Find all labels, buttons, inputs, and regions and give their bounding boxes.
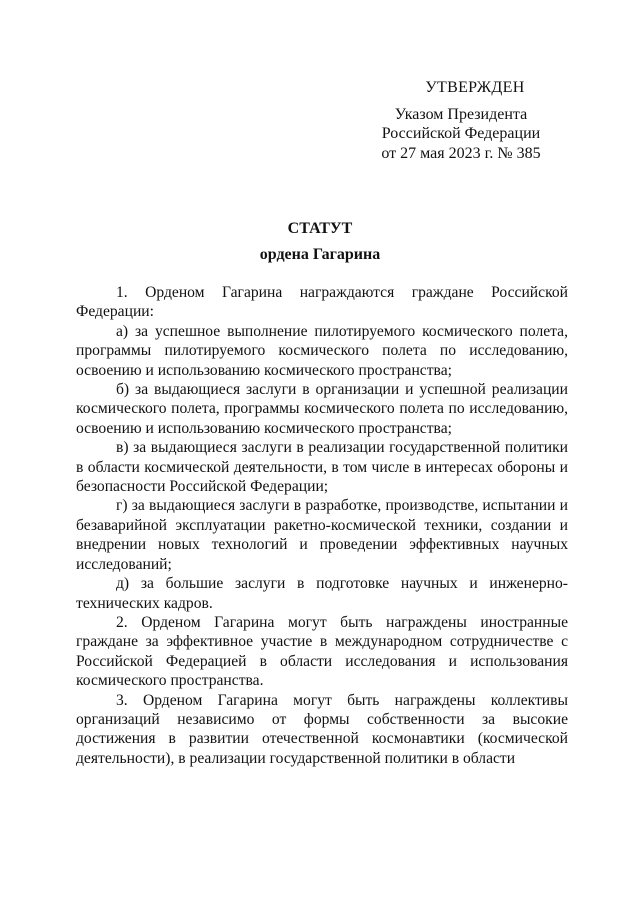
title-sub: ордена Гагарина [259, 246, 381, 263]
document-title [0, 216, 640, 268]
approval-line-country: Российской Федерации [381, 125, 541, 142]
paragraph-1e: д) за большие заслуги в подготовке научных и инженерно-технических кадров. [76, 575, 568, 612]
title-main: СТАТУТ [287, 220, 353, 237]
approval-stamp: УТВЕРЖДЕН [425, 79, 525, 96]
approval-line-date: от 27 мая 2023 г. № 385 [381, 144, 541, 162]
paragraph-1c: в) за выдающиеся заслуги в реализации государственной политики в области космической деятельности, в том числе в интересах обороны и безопасности Российской Федерации; [76, 439, 568, 496]
approval-block [366, 78, 556, 163]
paragraph-3: 3. Орденом Гагарина могут быть награждены коллективы организаций независимо от формы собственности за высокие достижения в развитии отечественной космонавтики (космической деятельности), в реализации государственной политики в области [76, 691, 568, 767]
approval-line-decree: Указом Президента [394, 105, 528, 123]
document-body [76, 283, 568, 768]
paragraph-1a: а) за успешное выполнение пилотируемого космического полета, программы пилотируемого космического полета по исследованию, освоению и использованию космического пространства; [76, 322, 568, 379]
paragraph-1: 1. Орденом Гагарина награждаются граждане Российской Федерации: [76, 284, 568, 321]
paragraph-2: 2. Орденом Гагарина могут быть награждены иностранные граждане за эффективное участие в международном сотрудничестве с Российской Федерацией в области исследования и использования космического пространства. [76, 613, 568, 690]
paragraph-1d: г) за выдающиеся заслуги в разработке, производстве, испытании и безаварийной эксплуатации ракетно-космической техники, создании и внедрении новых технологий и проведении эффективных научных исследований; [76, 497, 568, 573]
paragraph-1b: б) за выдающиеся заслуги в организации и успешной реализации космического полета, программы космического полета по исследованию, освоению и использованию космического пространства; [76, 381, 568, 437]
